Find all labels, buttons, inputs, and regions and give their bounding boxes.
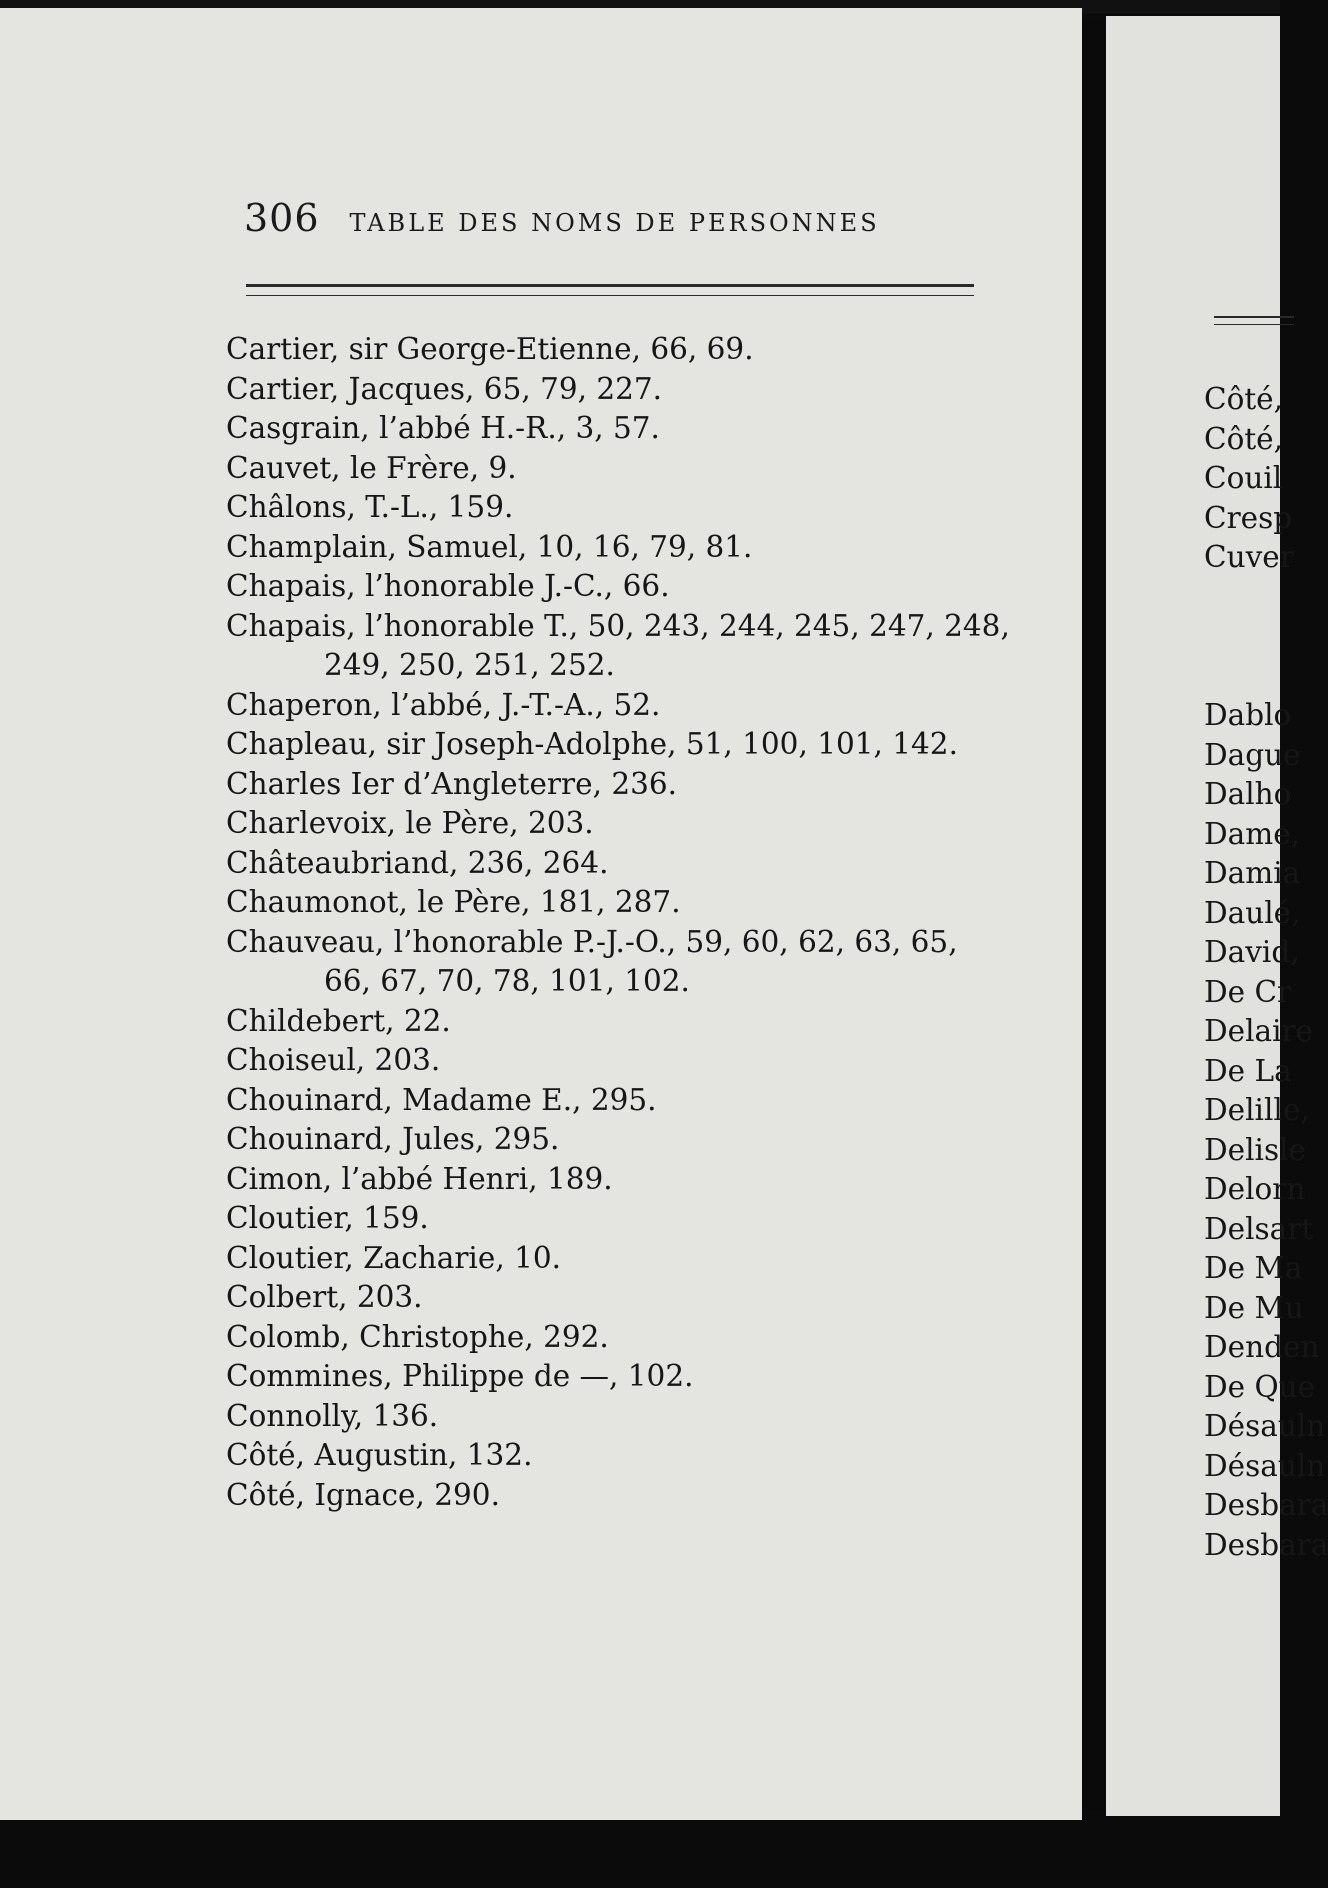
index-entry-text: Colbert, 203. [226,1280,423,1314]
right-page-entry: De Mu [1204,1290,1304,1325]
index-entry [226,1041,1016,1081]
right-page-entry: Denden [1204,1330,1320,1364]
index-entry-continuation: 249, 250, 251, 252. [324,648,615,682]
index-entry-text: Casgrain, l’abbé H.-R., 3, 57. [226,411,660,445]
index-entry-text: Childebert, 22. [226,1003,451,1038]
index-entry [226,725,1016,765]
index-entry-list [226,330,1016,1515]
index-entry [226,1239,1016,1279]
index-entry-text: Chaperon, l’abbé, J.-T.-A., 52. [226,687,661,722]
index-entry [226,686,1016,726]
index-entry-text: Cauvet, le Frère, 9. [226,450,517,485]
index-entry-text: Charles Ier d’Angleterre, 236. [226,766,678,801]
index-entry-text: Chauveau, l’honorable P.-J.-O., 59, 60, 62, 63, 65, [226,924,958,959]
index-entry [226,804,1016,844]
right-page-entry: Cresp [1204,500,1293,535]
index-entry [226,567,1016,607]
index-entry [226,528,1016,568]
right-page-entry: Desbara [1204,1488,1328,1522]
right-page-rule [1214,316,1294,325]
index-entry [226,1002,1016,1042]
index-entry-text: Châteaubriand, 236, 264. [226,845,609,880]
right-page-entry: De Ma [1204,1251,1303,1285]
right-page-entry: Damia [1204,856,1301,890]
index-entry [226,1318,1016,1358]
index-entry [226,923,1016,1002]
index-entry-text: Cloutier, Zacharie, 10. [226,1240,561,1275]
index-entry-text: Charlevoix, le Père, 203. [226,806,594,840]
index-entry-text: Champlain, Samuel, 10, 16, 79, 81. [226,529,753,564]
index-entry [226,765,1016,805]
index-entry [226,1278,1016,1318]
index-entry-text: Cloutier, 159. [226,1201,429,1235]
right-page-entry: Côté, [1204,421,1284,456]
right-page-entries-d [1204,696,1328,1565]
index-entry-text: Côté, Ignace, 290. [226,1477,500,1512]
index-entry [226,1436,1016,1476]
index-entry [226,1160,1016,1200]
index-entry-text: Colomb, Christophe, 292. [226,1319,609,1354]
scan-border-bottom [0,1820,1280,1888]
right-page-entry: Dalho [1204,777,1292,811]
index-entry-text: Chaumonot, le Père, 181, 287. [226,885,681,919]
book-gutter [1082,20,1106,1810]
right-page-entry: Désauln [1204,1409,1326,1443]
index-entry-text: Chouinard, Madame E., 295. [226,1082,657,1117]
index-entry-text: Chapais, l’honorable J.-C., 66. [226,569,670,603]
index-entry [226,1081,1016,1121]
right-page-entry: Delsart [1204,1211,1314,1246]
right-page-entry: Delaire [1204,1014,1314,1048]
right-page-entry: Desbara [1204,1527,1328,1562]
index-entry [226,607,1016,686]
right-page-entry: Delille, [1204,1093,1310,1127]
index-entry [226,449,1016,489]
index-entry [226,1357,1016,1397]
page-number: 306 [244,196,320,240]
index-entry-text: Choiseul, 203. [226,1043,441,1077]
right-page-entry: Dame, [1204,816,1301,851]
header-double-rule [246,284,974,296]
right-page-entry: De Cr [1204,974,1292,1009]
right-page [1106,16,1328,1816]
right-page-entry: Cuver [1204,540,1294,574]
index-entry [226,844,1016,884]
right-page-entry: De La [1204,1053,1292,1088]
index-entry-text: Cartier, Jacques, 65, 79, 227. [226,371,663,406]
right-page-entry: De Que [1204,1369,1316,1404]
index-entry-text: Connolly, 136. [226,1398,439,1433]
right-page-entry: Delorn [1204,1172,1306,1206]
right-page-entry: Dablo [1204,698,1292,732]
index-entry-text: Chapais, l’honorable T., 50, 243, 244, 245, 247, 248, [226,608,1010,643]
right-page-entry: Côté, [1204,382,1284,416]
right-page-entries-c [1204,380,1294,578]
right-page-entry: Couil [1204,461,1283,495]
index-entry [226,1397,1016,1437]
right-page-entry: Delisle [1204,1132,1307,1167]
index-entry [226,1120,1016,1160]
right-page-entry: David, [1204,935,1300,969]
index-entry-text: Commines, Philippe de —, 102. [226,1359,694,1393]
right-page-entry: Désauln [1204,1448,1326,1483]
page-header [244,196,984,246]
index-entry [226,409,1016,449]
index-entry [226,370,1016,410]
index-entry-text: Cartier, sir George-Etienne, 66, 69. [226,332,754,366]
index-entry-text: Côté, Augustin, 132. [226,1438,533,1472]
index-entry-text: Chapleau, sir Joseph-Adolphe, 51, 100, 101, 142. [226,727,958,761]
right-page-entry: Dague [1204,737,1301,772]
index-entry-text: Châlons, T.-L., 159. [226,490,514,524]
index-entry-continuation: 66, 67, 70, 78, 101, 102. [324,964,690,998]
index-entry [226,1476,1016,1516]
running-title: TABLE DES NOMS DE PERSONNES [349,209,880,237]
index-entry-text: Cimon, l’abbé Henri, 189. [226,1161,613,1196]
index-entry [226,1199,1016,1239]
index-entry [226,330,1016,370]
right-page-entry: Daulé, [1204,895,1301,930]
index-entry-text: Chouinard, Jules, 295. [226,1122,560,1156]
index-entry [226,488,1016,528]
index-entry [226,883,1016,923]
